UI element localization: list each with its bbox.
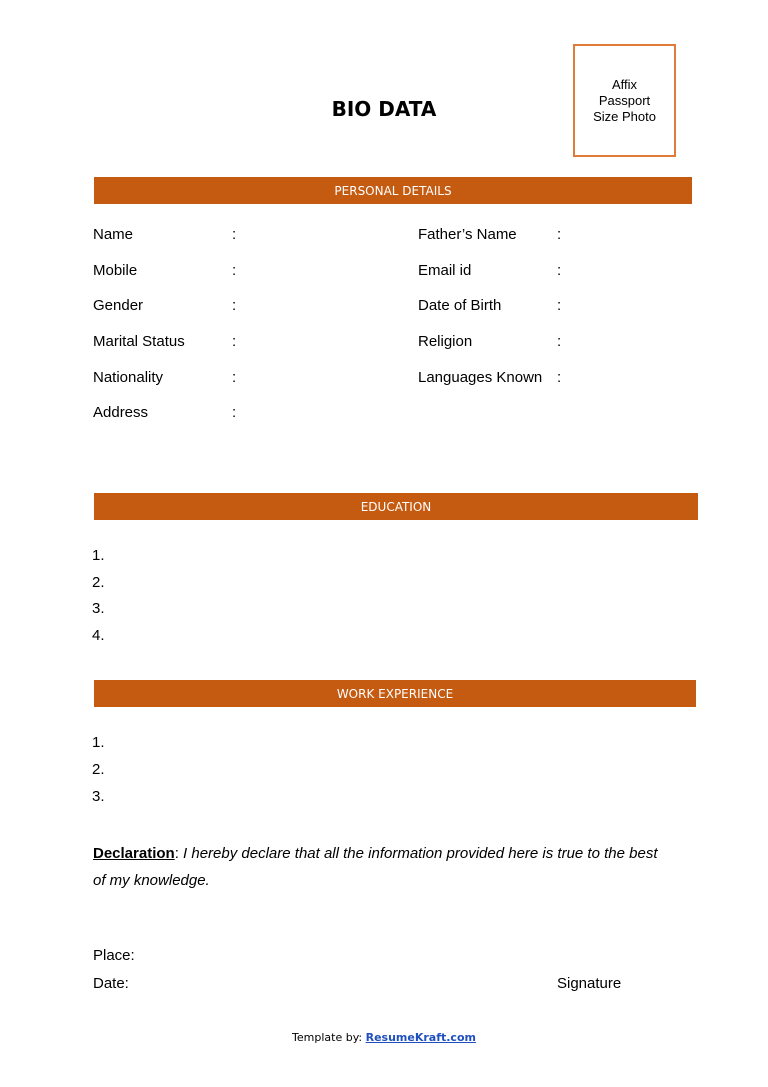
date-label: Date: [93, 975, 129, 992]
education-item: 4. [92, 627, 105, 644]
dob-label: Date of Birth [418, 297, 502, 314]
nationality-colon: : [232, 369, 237, 386]
personal-details-header: PERSONAL DETAILS [94, 177, 692, 204]
declaration-colon: : [174, 845, 179, 862]
signature-label: Signature [557, 975, 622, 992]
footer-link[interactable]: ResumeKraft.com [365, 1031, 476, 1044]
footer-prefix: Template by: [292, 1031, 366, 1044]
declaration-text: I hereby declare that all the information provided here is true to the best of my knowledge. [93, 845, 658, 889]
nationality-label: Nationality [93, 369, 164, 386]
photo-line-1: Affix [611, 76, 638, 92]
place-label: Place: [93, 947, 135, 964]
mobile-colon: : [232, 262, 237, 279]
email-colon: : [557, 262, 562, 279]
photo-line-3: Size Photo [593, 108, 656, 124]
fathers-name-colon: : [557, 226, 562, 243]
address-label: Address [93, 404, 149, 421]
name-label: Name [93, 226, 134, 243]
photo-placeholder [573, 44, 676, 157]
page-title: BIO DATA [331, 97, 437, 121]
footer [0, 1031, 768, 1044]
education-header: EDUCATION [94, 493, 698, 520]
languages-label: Languages Known [418, 369, 543, 386]
email-label: Email id [418, 262, 472, 279]
name-colon: : [232, 226, 237, 243]
marital-status-colon: : [232, 333, 237, 350]
religion-colon: : [557, 333, 562, 350]
work-item: 1. [92, 734, 105, 751]
languages-colon: : [557, 369, 562, 386]
declaration-label: Declaration [93, 845, 175, 862]
declaration [93, 840, 673, 894]
gender-label: Gender [93, 297, 144, 314]
work-item: 2. [92, 761, 105, 778]
work-experience-header: WORK EXPERIENCE [94, 680, 696, 707]
photo-line-2: Passport [598, 92, 651, 108]
education-item: 3. [92, 600, 105, 617]
gender-colon: : [232, 297, 237, 314]
address-colon: : [232, 404, 237, 421]
marital-status-label: Marital Status [93, 333, 185, 350]
education-item: 1. [92, 547, 105, 564]
education-item: 2. [92, 574, 105, 591]
mobile-label: Mobile [93, 262, 138, 279]
religion-label: Religion [418, 333, 473, 350]
dob-colon: : [557, 297, 562, 314]
fathers-name-label: Father’s Name [418, 226, 517, 243]
work-item: 3. [92, 788, 105, 805]
